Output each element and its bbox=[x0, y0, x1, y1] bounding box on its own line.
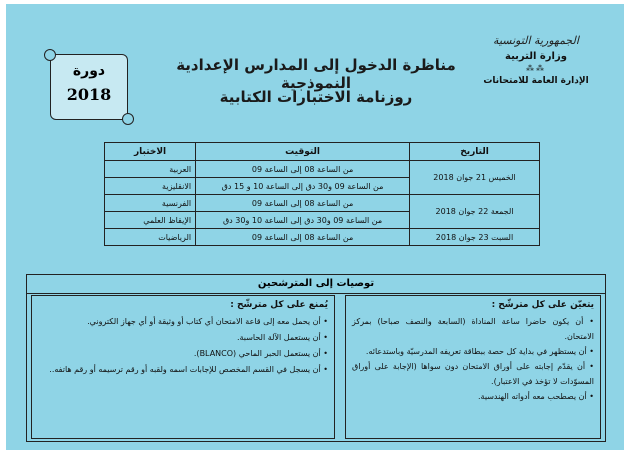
table-row bbox=[105, 229, 540, 246]
table-header-row bbox=[105, 143, 540, 161]
page-subtitle: روزنامة الاختبارات الكتابية bbox=[219, 88, 413, 106]
stars-divider: ⁂⁂ bbox=[526, 64, 546, 73]
exam-time: من الساعة 08 إلى الساعة 09 bbox=[196, 161, 410, 178]
exam-time: من الساعة 08 إلى الساعة 09 bbox=[196, 195, 410, 212]
exam-subject: الانقليزية bbox=[105, 178, 196, 195]
exam-subject: العربية bbox=[105, 161, 196, 178]
exam-notice-sheet bbox=[6, 4, 624, 450]
header-time: التوقيت bbox=[196, 143, 410, 161]
session-label: دورة bbox=[72, 63, 106, 79]
page-title: مناظرة الدخول إلى المدارس الإعدادية النموذجية bbox=[176, 56, 456, 92]
table-row bbox=[105, 161, 540, 178]
exam-schedule-table bbox=[104, 142, 540, 246]
exam-subject: الإيقاظ العلمي bbox=[105, 212, 196, 229]
session-scroll-badge bbox=[50, 54, 128, 120]
exam-subject: الفرنسية bbox=[105, 195, 196, 212]
recommendations-box bbox=[26, 274, 606, 442]
list-item: • أن يستعمل الآلة الحاسبة. bbox=[236, 333, 328, 342]
obligations-heading: يتعيّن على كل مترشّح : bbox=[491, 300, 594, 310]
exam-time: من الساعة 08 إلى الساعة 09 bbox=[196, 229, 410, 246]
list-item: • أن يحمل معه إلى قاعة الامتحان أي كتاب أو وثيقة أو أي جهاز الكتروني. bbox=[87, 317, 328, 326]
department-label: الإدارة العامة للامتحانات bbox=[483, 76, 589, 86]
list-item: • أن يكون حاضرا ساعة المناداة (السابعة والنصف صباحا) بمركز الامتحان. bbox=[352, 317, 594, 341]
table-row bbox=[105, 195, 540, 212]
day-date: الجمعة 22 جوان 2018 bbox=[410, 195, 540, 229]
list-item: • أن يستعمل الحبر الماحي (BLANCO). bbox=[193, 349, 328, 358]
exam-subject: الرياضيات bbox=[105, 229, 196, 246]
day-date: الخميس 21 جوان 2018 bbox=[410, 161, 540, 195]
list-item: • أن يستظهر في بداية كل حصة ببطاقة تعريفه المدرسيّة وباستدعائه. bbox=[365, 347, 594, 356]
recommendations-title: توصيات إلى المترشحين bbox=[27, 275, 605, 294]
republic-label: الجمهورية التونسية bbox=[493, 34, 579, 47]
prohibitions-column bbox=[31, 295, 335, 439]
header-date: التاريخ bbox=[410, 143, 540, 161]
header-exam: الاختبار bbox=[105, 143, 196, 161]
exam-time: من الساعة 09 و30 دق إلى الساعة 10 و 15 دق bbox=[196, 178, 410, 195]
ministry-label: وزارة التربية bbox=[505, 51, 567, 62]
list-item: • أن يصطحب معه أدواته الهندسية. bbox=[477, 392, 594, 401]
list-item: • أن يقدّم إجابته على أوراق الامتحان دون سواها (الإجابة على أوراق المسوّدات لا تؤخذ في الاعتبار). bbox=[352, 362, 594, 386]
exam-time: من الساعة 09 و30 دق إلى الساعة 10 و30 دق bbox=[196, 212, 410, 229]
obligations-column bbox=[345, 295, 601, 439]
prohibitions-heading: يُمنع على كل مترشّح : bbox=[230, 300, 328, 310]
list-item: • أن يسجل في القسم المخصص للإجابات اسمه ولقبه أو رقم ترسيمه أو رقم هاتفه.. bbox=[49, 365, 328, 374]
ministry-header bbox=[476, 34, 596, 86]
day-date: السبت 23 جوان 2018 bbox=[410, 229, 540, 246]
session-year: 2018 bbox=[66, 85, 112, 104]
